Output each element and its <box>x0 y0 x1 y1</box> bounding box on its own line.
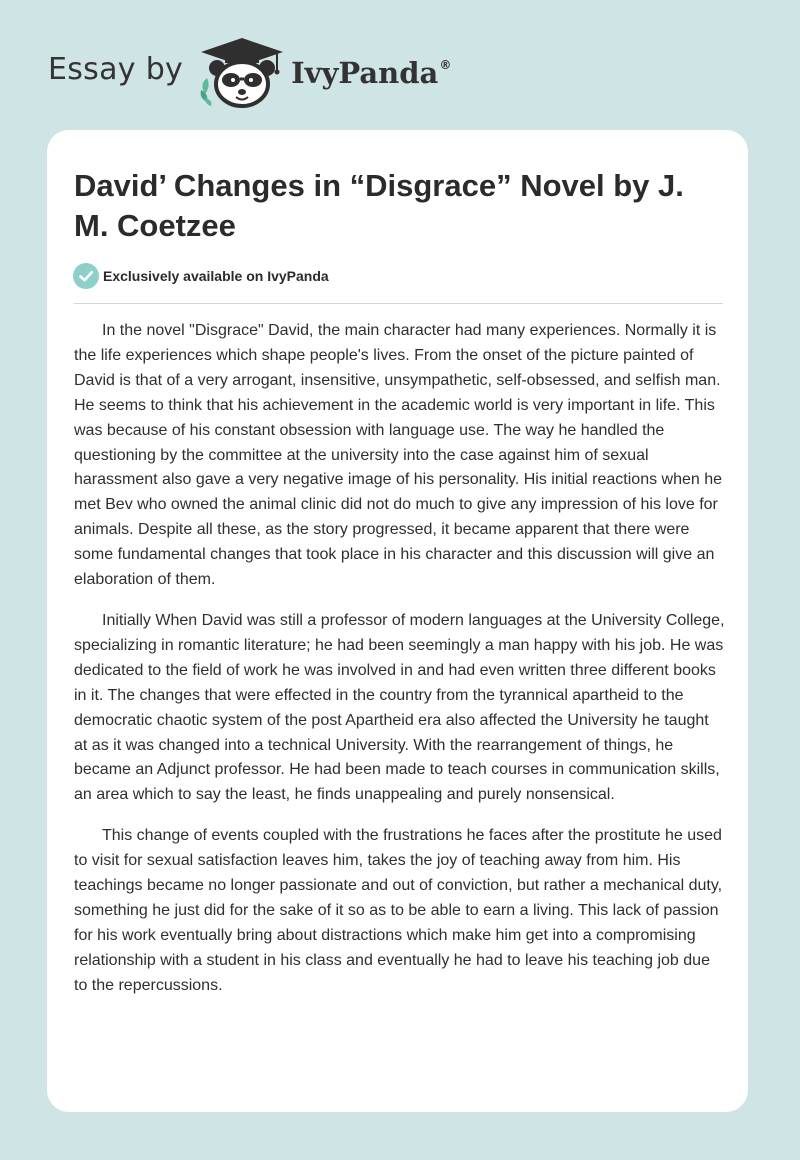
essay-card <box>47 130 748 1112</box>
site-header <box>48 36 451 108</box>
essay-by-label: Essay by <box>48 51 184 87</box>
brand-name[interactable]: IvyPanda® <box>291 56 452 90</box>
essay-paragraph: In the novel "Disgrace" David, the main character had many experiences. Normally it is the life experiences which shape people's lives. From the onset of the picture painted of David is that of a very arrogant, insensitive, unsympathetic, self-obsessed, and selfish man. He seems to think that his achievement in the academic world is very important in life. This was because of his constant obsession with language use. The way he handled the questioning by the committee at the university into the case against him of sexual harassment also gave a very negative image of his personality. His initial reactions when he met Bev who owned the animal clinic did not do much to give any impression of his love for animals. Despite all these, as the story progressed, it became apparent that there were some fundamental changes that took place in his character and this discussion will give an elaboration of them. <box>74 322 723 589</box>
divider <box>74 303 723 304</box>
exclusive-badge <box>73 263 329 289</box>
registered-mark: ® <box>439 58 452 72</box>
exclusive-badge-label: Exclusively available on IvyPanda <box>103 268 329 284</box>
essay-body <box>74 319 726 1015</box>
essay-title: David’ Changes in “Disgrace” Novel by J. M. Coetzee <box>74 168 684 243</box>
panda-graduate-icon <box>197 36 287 108</box>
essay-paragraph: This change of events coupled with the frustrations he faces after the prostitute he used to visit for sexual satisfaction leaves him, takes the joy of teaching away from him. His teachings became no longer passionate and out of conviction, but rather a mechanical duty, something he just did for the sake of it so as to be able to earn a living. This lack of passion for his work eventually bring about distractions which make him get into a compromising relationship with a student in his class and eventually he had to leave his teaching job due to the repercussions. <box>74 827 723 994</box>
check-circle-icon <box>73 263 99 289</box>
essay-paragraph: Initially When David was still a professor of modern languages at the University College, specializing in romantic literature; he had been seemingly a man happy with his job. He was dedicated to the field of work he was involved in and had even written three different books in it. The changes that were effected in the country from the tyrannical apartheid to the democratic chaotic system of the post Apartheid era also affected the University he taught at as it was changed into a technical University. With the rearrangement of things, he became an Adjunct professor. He had been made to teach courses in communication skills, an area which to say the least, he finds unappealing and purely nonsensical. <box>74 611 725 804</box>
